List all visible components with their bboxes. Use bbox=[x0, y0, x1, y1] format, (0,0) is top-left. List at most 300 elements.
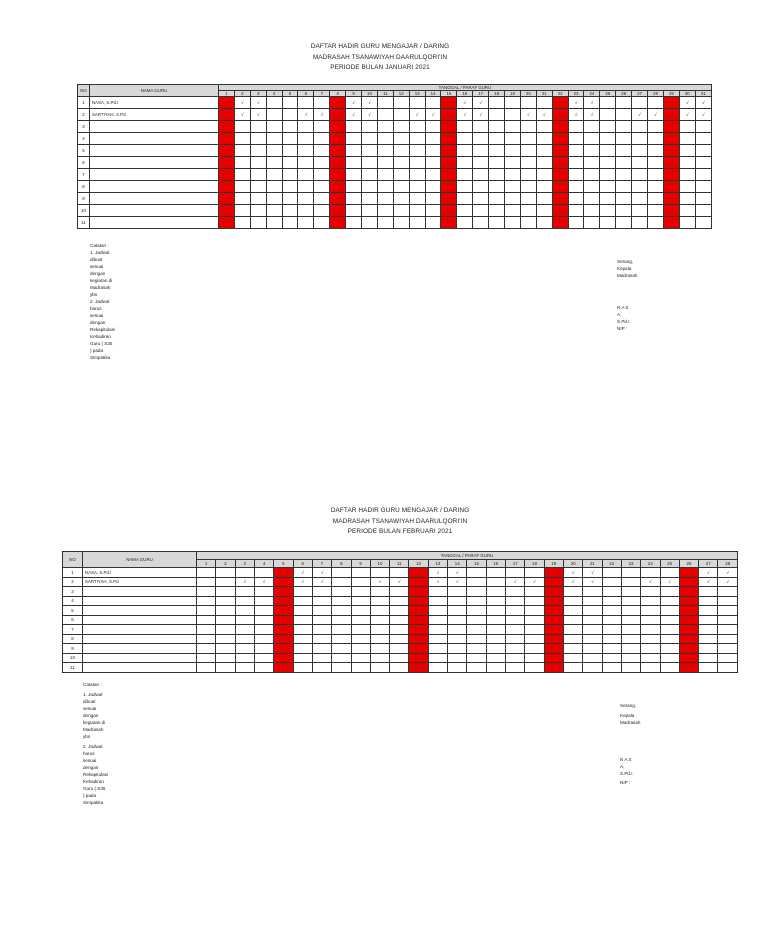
day-cell bbox=[632, 181, 648, 193]
holiday-cell bbox=[274, 596, 293, 606]
day-cell bbox=[428, 615, 447, 625]
day-cell bbox=[235, 644, 254, 654]
day-cell bbox=[448, 625, 467, 635]
notes bbox=[83, 681, 108, 806]
holiday-cell bbox=[679, 625, 698, 635]
day-cell bbox=[641, 615, 660, 625]
day-cell bbox=[298, 133, 314, 145]
holiday-cell bbox=[441, 133, 457, 145]
day-cell bbox=[486, 625, 505, 635]
day-cell bbox=[351, 644, 370, 654]
day-cell bbox=[266, 181, 282, 193]
holiday-cell bbox=[274, 577, 293, 587]
day-cell bbox=[351, 596, 370, 606]
day-cell bbox=[409, 121, 425, 133]
table-row bbox=[63, 644, 738, 654]
day-cell bbox=[486, 596, 505, 606]
day-cell bbox=[583, 644, 602, 654]
check-mark-cell: √ bbox=[679, 97, 695, 109]
check-mark-cell: √ bbox=[250, 109, 266, 121]
day-cell bbox=[536, 121, 552, 133]
day-cell bbox=[282, 145, 298, 157]
day-cell bbox=[428, 587, 447, 597]
teacher-name bbox=[83, 653, 197, 663]
title-line-3: PERIODE BULAN JANUARI 2021 bbox=[330, 64, 430, 71]
signature-nip: NIP : bbox=[620, 780, 631, 785]
notes-item-1: 1. Jadwal dibuat sesuai dengan kegiatan di Madrasah ybs bbox=[83, 692, 106, 739]
day-cell bbox=[602, 634, 621, 644]
holiday-cell bbox=[441, 109, 457, 121]
day-cell bbox=[390, 606, 409, 616]
day-cell bbox=[641, 653, 660, 663]
day-cell bbox=[536, 193, 552, 205]
day-cell bbox=[621, 653, 640, 663]
day-cell bbox=[216, 634, 235, 644]
day-cell bbox=[489, 157, 505, 169]
day-cell bbox=[448, 644, 467, 654]
day-cell bbox=[467, 634, 486, 644]
row-number: 6 bbox=[63, 615, 83, 625]
teacher-name bbox=[83, 615, 197, 625]
day-cell bbox=[699, 644, 718, 654]
day-cell bbox=[250, 205, 266, 217]
day-cell bbox=[409, 217, 425, 229]
day-cell bbox=[293, 596, 312, 606]
table-row bbox=[63, 587, 738, 597]
day-cell bbox=[699, 634, 718, 644]
day-header-26: 26 bbox=[679, 560, 698, 568]
day-cell bbox=[250, 133, 266, 145]
day-cell bbox=[425, 133, 441, 145]
check-mark-cell: √ bbox=[583, 577, 602, 587]
holiday-cell bbox=[330, 97, 346, 109]
day-cell bbox=[425, 97, 441, 109]
day-cell bbox=[216, 663, 235, 673]
day-cell bbox=[390, 625, 409, 635]
teacher-name bbox=[83, 606, 197, 616]
day-cell bbox=[473, 169, 489, 181]
check-mark-cell: √ bbox=[568, 97, 584, 109]
holiday-cell bbox=[274, 587, 293, 597]
day-cell bbox=[486, 663, 505, 673]
holiday-cell bbox=[552, 133, 568, 145]
table-row bbox=[78, 109, 712, 121]
day-cell bbox=[506, 644, 525, 654]
day-cell bbox=[679, 217, 695, 229]
day-cell bbox=[428, 634, 447, 644]
check-mark-cell: √ bbox=[362, 109, 378, 121]
day-cell bbox=[473, 133, 489, 145]
check-mark-cell: √ bbox=[312, 568, 331, 578]
day-cell bbox=[346, 157, 362, 169]
day-cell bbox=[505, 181, 521, 193]
holiday-cell bbox=[679, 634, 698, 644]
day-cell bbox=[314, 193, 330, 205]
day-cell bbox=[536, 157, 552, 169]
day-cell bbox=[314, 205, 330, 217]
day-header-7: 7 bbox=[314, 91, 330, 97]
holiday-cell bbox=[330, 169, 346, 181]
day-cell bbox=[393, 169, 409, 181]
day-cell bbox=[506, 587, 525, 597]
day-cell bbox=[602, 606, 621, 616]
day-header-1: 1 bbox=[219, 91, 235, 97]
day-cell bbox=[660, 663, 679, 673]
day-cell bbox=[489, 97, 505, 109]
day-cell bbox=[254, 587, 273, 597]
header-nama-guru: NAMA GURU bbox=[83, 552, 197, 568]
day-cell bbox=[584, 145, 600, 157]
row-number: 2 bbox=[78, 109, 90, 121]
day-cell bbox=[473, 181, 489, 193]
row-number: 8 bbox=[78, 181, 90, 193]
day-cell bbox=[390, 634, 409, 644]
day-cell bbox=[584, 181, 600, 193]
day-header-20: 20 bbox=[563, 560, 582, 568]
holiday-cell bbox=[663, 97, 679, 109]
day-cell bbox=[314, 169, 330, 181]
day-cell bbox=[298, 181, 314, 193]
day-cell bbox=[520, 193, 536, 205]
day-header-25: 25 bbox=[660, 560, 679, 568]
day-cell bbox=[428, 625, 447, 635]
holiday-cell bbox=[219, 205, 235, 217]
day-cell bbox=[425, 121, 441, 133]
day-cell bbox=[314, 121, 330, 133]
day-cell bbox=[602, 644, 621, 654]
day-cell bbox=[250, 169, 266, 181]
check-mark-cell: √ bbox=[699, 568, 718, 578]
day-cell bbox=[298, 169, 314, 181]
day-cell bbox=[428, 606, 447, 616]
holiday-cell bbox=[552, 193, 568, 205]
check-mark-cell: √ bbox=[583, 568, 602, 578]
day-header-9: 9 bbox=[351, 560, 370, 568]
day-cell bbox=[467, 653, 486, 663]
day-cell bbox=[486, 587, 505, 597]
holiday-cell bbox=[441, 181, 457, 193]
holiday-cell bbox=[274, 625, 293, 635]
day-cell bbox=[409, 157, 425, 169]
day-cell bbox=[718, 644, 738, 654]
notes-label: Catatan : bbox=[83, 682, 102, 687]
day-cell bbox=[632, 97, 648, 109]
holiday-cell bbox=[663, 157, 679, 169]
day-cell bbox=[457, 133, 473, 145]
day-cell bbox=[312, 634, 331, 644]
day-cell bbox=[370, 625, 389, 635]
day-cell bbox=[377, 181, 393, 193]
day-cell bbox=[390, 663, 409, 673]
day-cell bbox=[266, 157, 282, 169]
holiday-cell bbox=[409, 634, 428, 644]
check-mark-cell: √ bbox=[428, 568, 447, 578]
day-cell bbox=[448, 615, 467, 625]
day-cell bbox=[254, 606, 273, 616]
day-cell bbox=[621, 663, 640, 673]
check-mark-cell: √ bbox=[584, 109, 600, 121]
day-cell bbox=[216, 568, 235, 578]
day-cell bbox=[536, 205, 552, 217]
day-cell bbox=[536, 133, 552, 145]
day-cell bbox=[679, 193, 695, 205]
holiday-cell bbox=[274, 606, 293, 616]
day-header-6: 6 bbox=[293, 560, 312, 568]
signature-role: Kepala Madrasah bbox=[617, 266, 638, 278]
day-cell bbox=[293, 625, 312, 635]
day-cell bbox=[250, 157, 266, 169]
title-line-3: PERIODE BULAN FEBRUARI 2021 bbox=[347, 528, 453, 535]
holiday-cell bbox=[552, 217, 568, 229]
day-cell bbox=[457, 205, 473, 217]
day-header-4: 4 bbox=[254, 560, 273, 568]
day-cell bbox=[377, 193, 393, 205]
day-cell bbox=[525, 568, 544, 578]
day-cell bbox=[467, 596, 486, 606]
day-header-10: 10 bbox=[362, 91, 378, 97]
day-cell bbox=[314, 217, 330, 229]
notes-item-2: 2. Jadwal harus sesuai dengan Rekapitulasi Kehadiran Guru ( S35 ) pada Simpatika bbox=[83, 744, 109, 805]
day-header-11: 11 bbox=[390, 560, 409, 568]
day-cell bbox=[695, 205, 711, 217]
day-cell bbox=[616, 169, 632, 181]
day-cell bbox=[583, 634, 602, 644]
day-cell bbox=[679, 121, 695, 133]
day-cell bbox=[282, 181, 298, 193]
holiday-cell bbox=[552, 157, 568, 169]
check-mark-cell: √ bbox=[718, 577, 738, 587]
day-cell bbox=[312, 587, 331, 597]
day-cell bbox=[621, 606, 640, 616]
day-cell bbox=[473, 193, 489, 205]
day-cell bbox=[370, 596, 389, 606]
notes-label: Catatan : bbox=[90, 243, 109, 248]
holiday-cell bbox=[552, 97, 568, 109]
day-cell bbox=[425, 169, 441, 181]
day-cell bbox=[568, 145, 584, 157]
day-header-11: 11 bbox=[377, 91, 393, 97]
day-cell bbox=[602, 587, 621, 597]
holiday-cell bbox=[663, 217, 679, 229]
day-cell bbox=[679, 181, 695, 193]
day-cell bbox=[314, 157, 330, 169]
day-cell bbox=[520, 157, 536, 169]
day-cell bbox=[332, 625, 351, 635]
day-cell bbox=[377, 121, 393, 133]
day-cell bbox=[216, 644, 235, 654]
holiday-cell bbox=[330, 217, 346, 229]
check-mark-cell: √ bbox=[409, 109, 425, 121]
day-cell bbox=[632, 145, 648, 157]
day-cell bbox=[250, 181, 266, 193]
day-cell bbox=[583, 663, 602, 673]
signature-name-block bbox=[617, 304, 630, 332]
day-cell bbox=[428, 663, 447, 673]
day-cell bbox=[332, 615, 351, 625]
day-cell bbox=[235, 615, 254, 625]
day-cell bbox=[584, 157, 600, 169]
day-cell bbox=[699, 596, 718, 606]
attendance-table bbox=[62, 551, 738, 673]
day-cell bbox=[584, 193, 600, 205]
holiday-cell bbox=[330, 133, 346, 145]
day-cell bbox=[351, 653, 370, 663]
day-cell bbox=[266, 145, 282, 157]
day-cell bbox=[568, 181, 584, 193]
day-cell bbox=[282, 109, 298, 121]
holiday-cell bbox=[552, 109, 568, 121]
day-cell bbox=[409, 133, 425, 145]
holiday-cell bbox=[441, 157, 457, 169]
holiday-cell bbox=[544, 587, 563, 597]
day-cell bbox=[641, 625, 660, 635]
table-row bbox=[63, 568, 738, 578]
day-cell bbox=[457, 193, 473, 205]
day-cell bbox=[660, 568, 679, 578]
day-cell bbox=[505, 193, 521, 205]
day-header-14: 14 bbox=[448, 560, 467, 568]
day-cell bbox=[520, 121, 536, 133]
holiday-cell bbox=[544, 644, 563, 654]
day-cell bbox=[332, 606, 351, 616]
holiday-cell bbox=[663, 133, 679, 145]
day-cell bbox=[520, 181, 536, 193]
day-cell bbox=[489, 217, 505, 229]
day-cell bbox=[409, 181, 425, 193]
day-cell bbox=[377, 133, 393, 145]
day-cell bbox=[197, 625, 216, 635]
day-cell bbox=[282, 205, 298, 217]
holiday-cell bbox=[544, 596, 563, 606]
day-cell bbox=[254, 653, 273, 663]
day-cell bbox=[351, 625, 370, 635]
holiday-cell bbox=[330, 145, 346, 157]
day-cell bbox=[583, 587, 602, 597]
day-cell bbox=[473, 157, 489, 169]
day-cell bbox=[489, 193, 505, 205]
title-line-2: MADRASAH TSANAWIYAH DAARULQORI'IN bbox=[312, 53, 448, 61]
day-cell bbox=[699, 625, 718, 635]
check-mark-cell: √ bbox=[298, 109, 314, 121]
holiday-cell bbox=[544, 568, 563, 578]
day-cell bbox=[536, 217, 552, 229]
day-cell bbox=[393, 109, 409, 121]
teacher-name bbox=[83, 634, 197, 644]
day-cell bbox=[346, 133, 362, 145]
day-cell bbox=[584, 205, 600, 217]
day-cell bbox=[362, 133, 378, 145]
header-tanggal: TANGGAL / PARAF GURU bbox=[197, 552, 738, 560]
day-cell bbox=[505, 205, 521, 217]
notes-item-1: 1. Jadwal dibuat sesuai dengan kegiatan di Madrasah ybs bbox=[90, 250, 113, 297]
day-cell bbox=[428, 644, 447, 654]
day-header-5: 5 bbox=[274, 560, 293, 568]
row-number: 9 bbox=[63, 644, 83, 654]
day-cell bbox=[197, 587, 216, 597]
day-cell bbox=[568, 205, 584, 217]
day-cell bbox=[648, 157, 664, 169]
day-header-7: 7 bbox=[312, 560, 331, 568]
holiday-cell bbox=[552, 181, 568, 193]
day-cell bbox=[660, 587, 679, 597]
day-header-16: 16 bbox=[457, 91, 473, 97]
day-header-2: 2 bbox=[216, 560, 235, 568]
holiday-cell bbox=[663, 193, 679, 205]
day-cell bbox=[370, 615, 389, 625]
day-cell bbox=[602, 625, 621, 635]
day-cell bbox=[425, 205, 441, 217]
day-cell bbox=[370, 634, 389, 644]
day-cell bbox=[584, 121, 600, 133]
day-cell bbox=[616, 121, 632, 133]
row-number: 11 bbox=[78, 217, 90, 229]
day-cell bbox=[351, 587, 370, 597]
day-cell bbox=[377, 97, 393, 109]
check-mark-cell: √ bbox=[506, 577, 525, 587]
day-cell bbox=[298, 217, 314, 229]
day-header-28: 28 bbox=[648, 91, 664, 97]
day-header-18: 18 bbox=[489, 91, 505, 97]
day-cell bbox=[616, 133, 632, 145]
holiday-cell bbox=[679, 568, 698, 578]
holiday-cell bbox=[679, 596, 698, 606]
day-cell bbox=[332, 634, 351, 644]
day-cell bbox=[520, 169, 536, 181]
day-cell bbox=[695, 121, 711, 133]
day-cell bbox=[563, 596, 582, 606]
holiday-cell bbox=[219, 169, 235, 181]
teacher-name bbox=[83, 596, 197, 606]
day-cell bbox=[266, 109, 282, 121]
day-cell bbox=[660, 653, 679, 663]
holiday-cell bbox=[544, 634, 563, 644]
teacher-name: NASA, S.Pd.I bbox=[83, 568, 197, 578]
day-header-8: 8 bbox=[332, 560, 351, 568]
holiday-cell bbox=[544, 663, 563, 673]
day-cell bbox=[351, 568, 370, 578]
day-cell bbox=[563, 653, 582, 663]
day-header-10: 10 bbox=[370, 560, 389, 568]
day-cell bbox=[448, 653, 467, 663]
holiday-cell bbox=[409, 568, 428, 578]
day-cell bbox=[254, 568, 273, 578]
check-mark-cell: √ bbox=[254, 577, 273, 587]
day-cell bbox=[312, 596, 331, 606]
signature-nip: NIP : bbox=[617, 326, 628, 331]
day-cell bbox=[298, 145, 314, 157]
table-row bbox=[78, 157, 712, 169]
day-header-27: 27 bbox=[632, 91, 648, 97]
day-cell bbox=[525, 625, 544, 635]
day-cell bbox=[409, 145, 425, 157]
holiday-cell bbox=[552, 145, 568, 157]
signature-place: Serang, bbox=[617, 259, 634, 264]
day-cell bbox=[506, 653, 525, 663]
day-cell bbox=[489, 169, 505, 181]
day-cell bbox=[197, 644, 216, 654]
holiday-cell bbox=[409, 596, 428, 606]
check-mark-cell: √ bbox=[718, 568, 738, 578]
day-cell bbox=[602, 577, 621, 587]
day-cell bbox=[197, 596, 216, 606]
day-cell bbox=[282, 97, 298, 109]
holiday-cell bbox=[409, 644, 428, 654]
day-cell bbox=[520, 217, 536, 229]
day-cell bbox=[216, 577, 235, 587]
day-cell bbox=[254, 625, 273, 635]
check-mark-cell: √ bbox=[695, 97, 711, 109]
day-cell bbox=[648, 217, 664, 229]
